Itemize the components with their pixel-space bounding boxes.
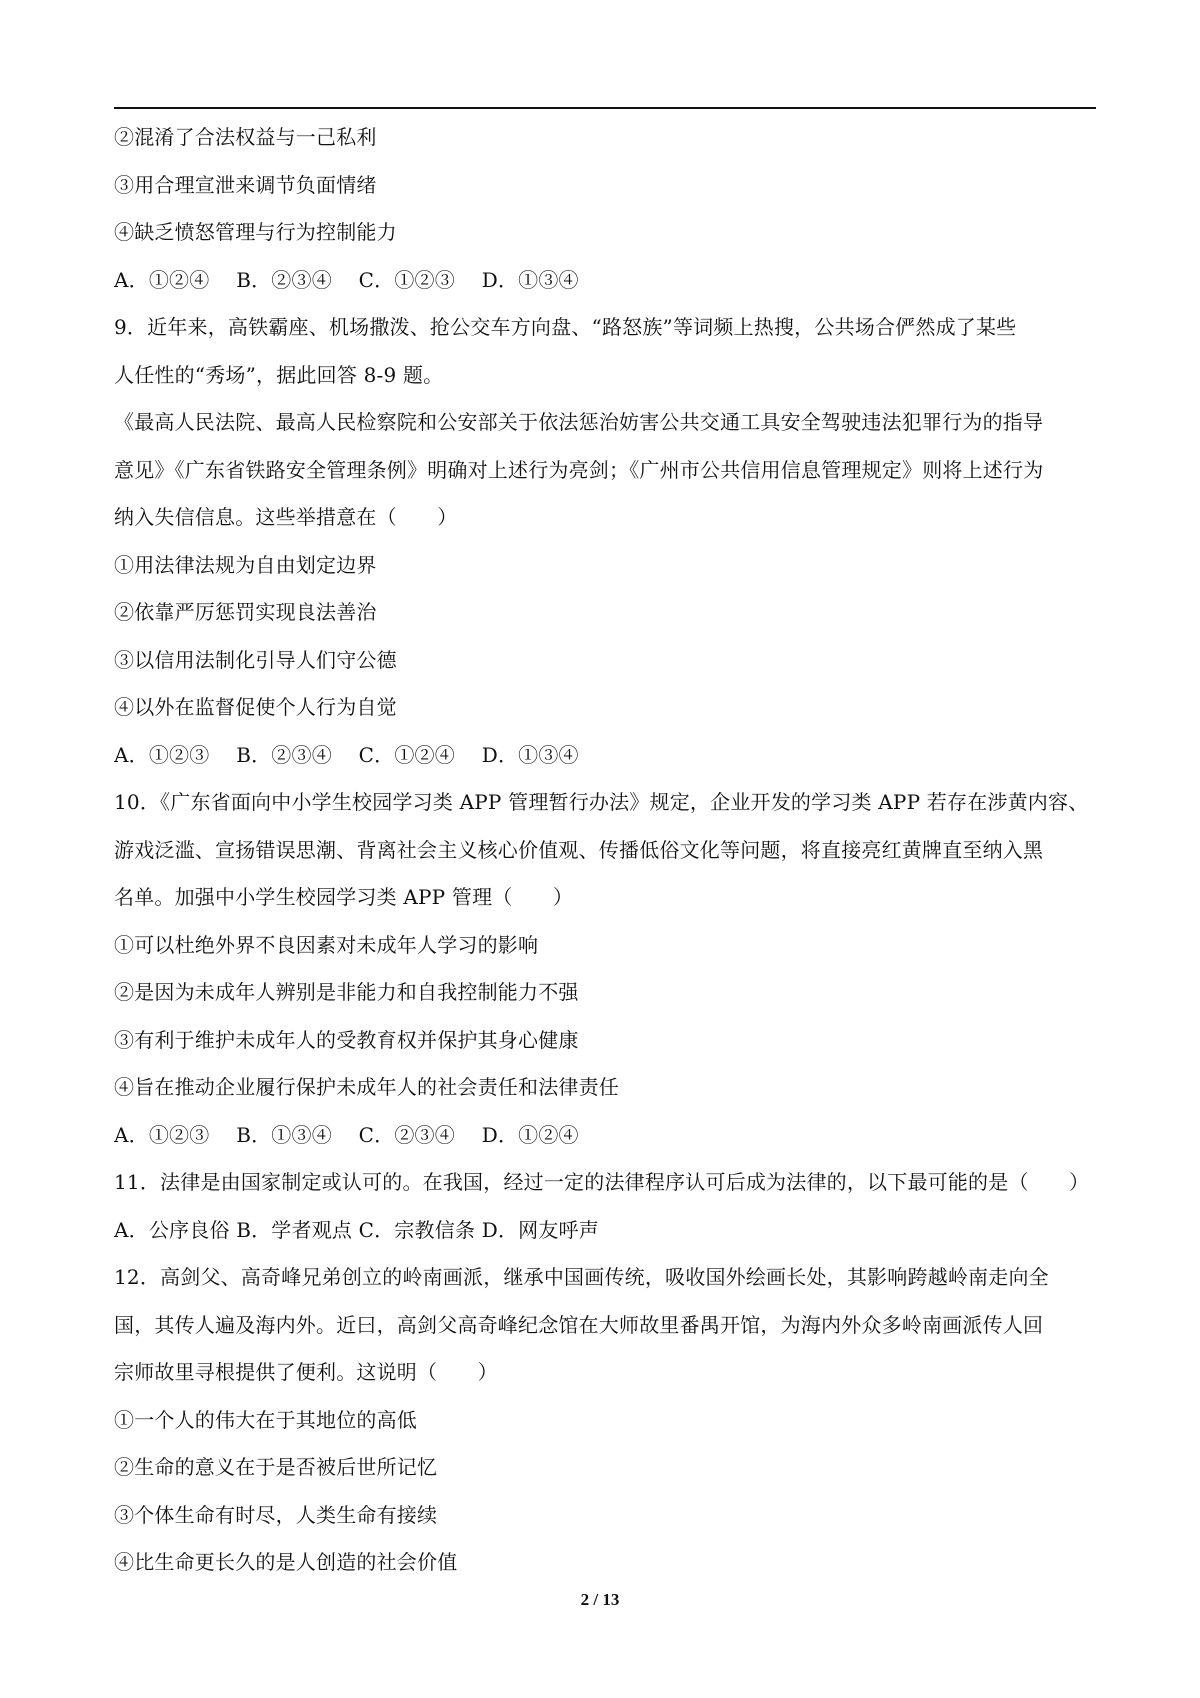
page-number: 2 / 13: [580, 1590, 620, 1609]
option-line: ③有利于维护未成年人的受教育权并保护其身心健康: [114, 1027, 579, 1052]
answer-choices-q10: A．①②③ B．①③④ C．②③④ D．①②④: [114, 1122, 579, 1147]
question-12-text: 国，其传人遍及海内外。近曰，高剑父高奇峰纪念馆在大师故里番禺开馆，为海内外众多岭南画派传人回: [114, 1312, 1044, 1337]
question-11-text: 11．法律是由国家制定或认可的。在我国，经过一定的法律程序认可后成为法律的，以下最可能的是（ ）: [114, 1170, 1090, 1194]
question-10-text: 名单。加强中小学生校园学习类 APP 管理（ ）: [114, 885, 574, 909]
question-9-text: 人任性的“秀场”，据此回答 8-9 题。: [114, 362, 444, 387]
page-content: [114, 114, 1096, 1587]
option-line: ②生命的意义在于是否被后世所记忆: [114, 1455, 438, 1479]
header-rule: [114, 107, 1096, 109]
question-12-text: 12．高剑父、高奇峰兄弟创立的岭南画派，继承中国画传统，吸收国外绘画长处，其影响跨越岭南走向全: [114, 1265, 1049, 1289]
question-9-text: 《最高人民法院、最高人民检察院和公安部关于依法惩治妨害公共交通工具安全驾驶违法犯罪行为的指导: [114, 410, 1044, 434]
option-line: ①用法律法规为自由划定边界: [114, 552, 377, 577]
option-line: ④以外在监督促使个人行为自觉: [114, 695, 397, 719]
answer-choices-q9: A．①②③ B．②③④ C．①②④ D．①③④: [114, 742, 579, 767]
option-line: ①一个人的伟大在于其地位的高低: [114, 1407, 417, 1432]
option-line: ④缺乏愤怒管理与行为控制能力: [114, 220, 397, 244]
question-9-text: 纳入失信信息。这些举措意在（ ）: [114, 505, 458, 529]
question-9-text: 意见》《广东省铁路安全管理条例》明确对上述行为亮剑；《广州市公共信用信息管理规定》则将上述行为: [114, 457, 1044, 482]
option-line: ③个体生命有时尽，人类生命有接续: [114, 1502, 438, 1527]
question-12-text: 宗师故里寻根提供了便利。这说明（ ）: [114, 1360, 498, 1384]
option-line: ③用合理宣泄来调节负面情绪: [114, 172, 377, 197]
question-10-text: 游戏泛滥、宣扬错误思潮、背离社会主义核心价值观、传播低俗文化等问题，将直接亮红黄牌直至纳入黑: [114, 837, 1044, 862]
answer-choices-q8: A．①②④ B．②③④ C．①②③ D．①③④: [114, 267, 579, 292]
question-10-text: 10．《广东省面向中小学生校园学习类 APP 管理暂行办法》规定，企业开发的学习类 APP 若存在涉黄内容、: [114, 790, 1089, 814]
question-9-text: 9．近年来，高铁霸座、机场撒泼、抢公交车方向盘、“路怒族”等词频上热搜，公共场合俨然成了某些: [114, 315, 1017, 339]
option-line: ③以信用法制化引导人们守公德: [114, 647, 397, 672]
option-line: ④比生命更长久的是人创造的社会价值: [114, 1550, 458, 1574]
option-line: ④旨在推动企业履行保护未成年人的社会责任和法律责任: [114, 1075, 619, 1099]
option-line: ①可以杜绝外界不良因素对未成年人学习的影响: [114, 932, 539, 957]
answer-choices-q11: A．公序良俗 B．学者观点 C．宗教信条 D．网友呼声: [114, 1217, 599, 1242]
option-line: ②依靠严厉惩罚实现良法善治: [114, 600, 377, 624]
option-line: ②混淆了合法权益与一己私利: [114, 125, 377, 149]
option-line: ②是因为未成年人辨别是非能力和自我控制能力不强: [114, 980, 579, 1004]
